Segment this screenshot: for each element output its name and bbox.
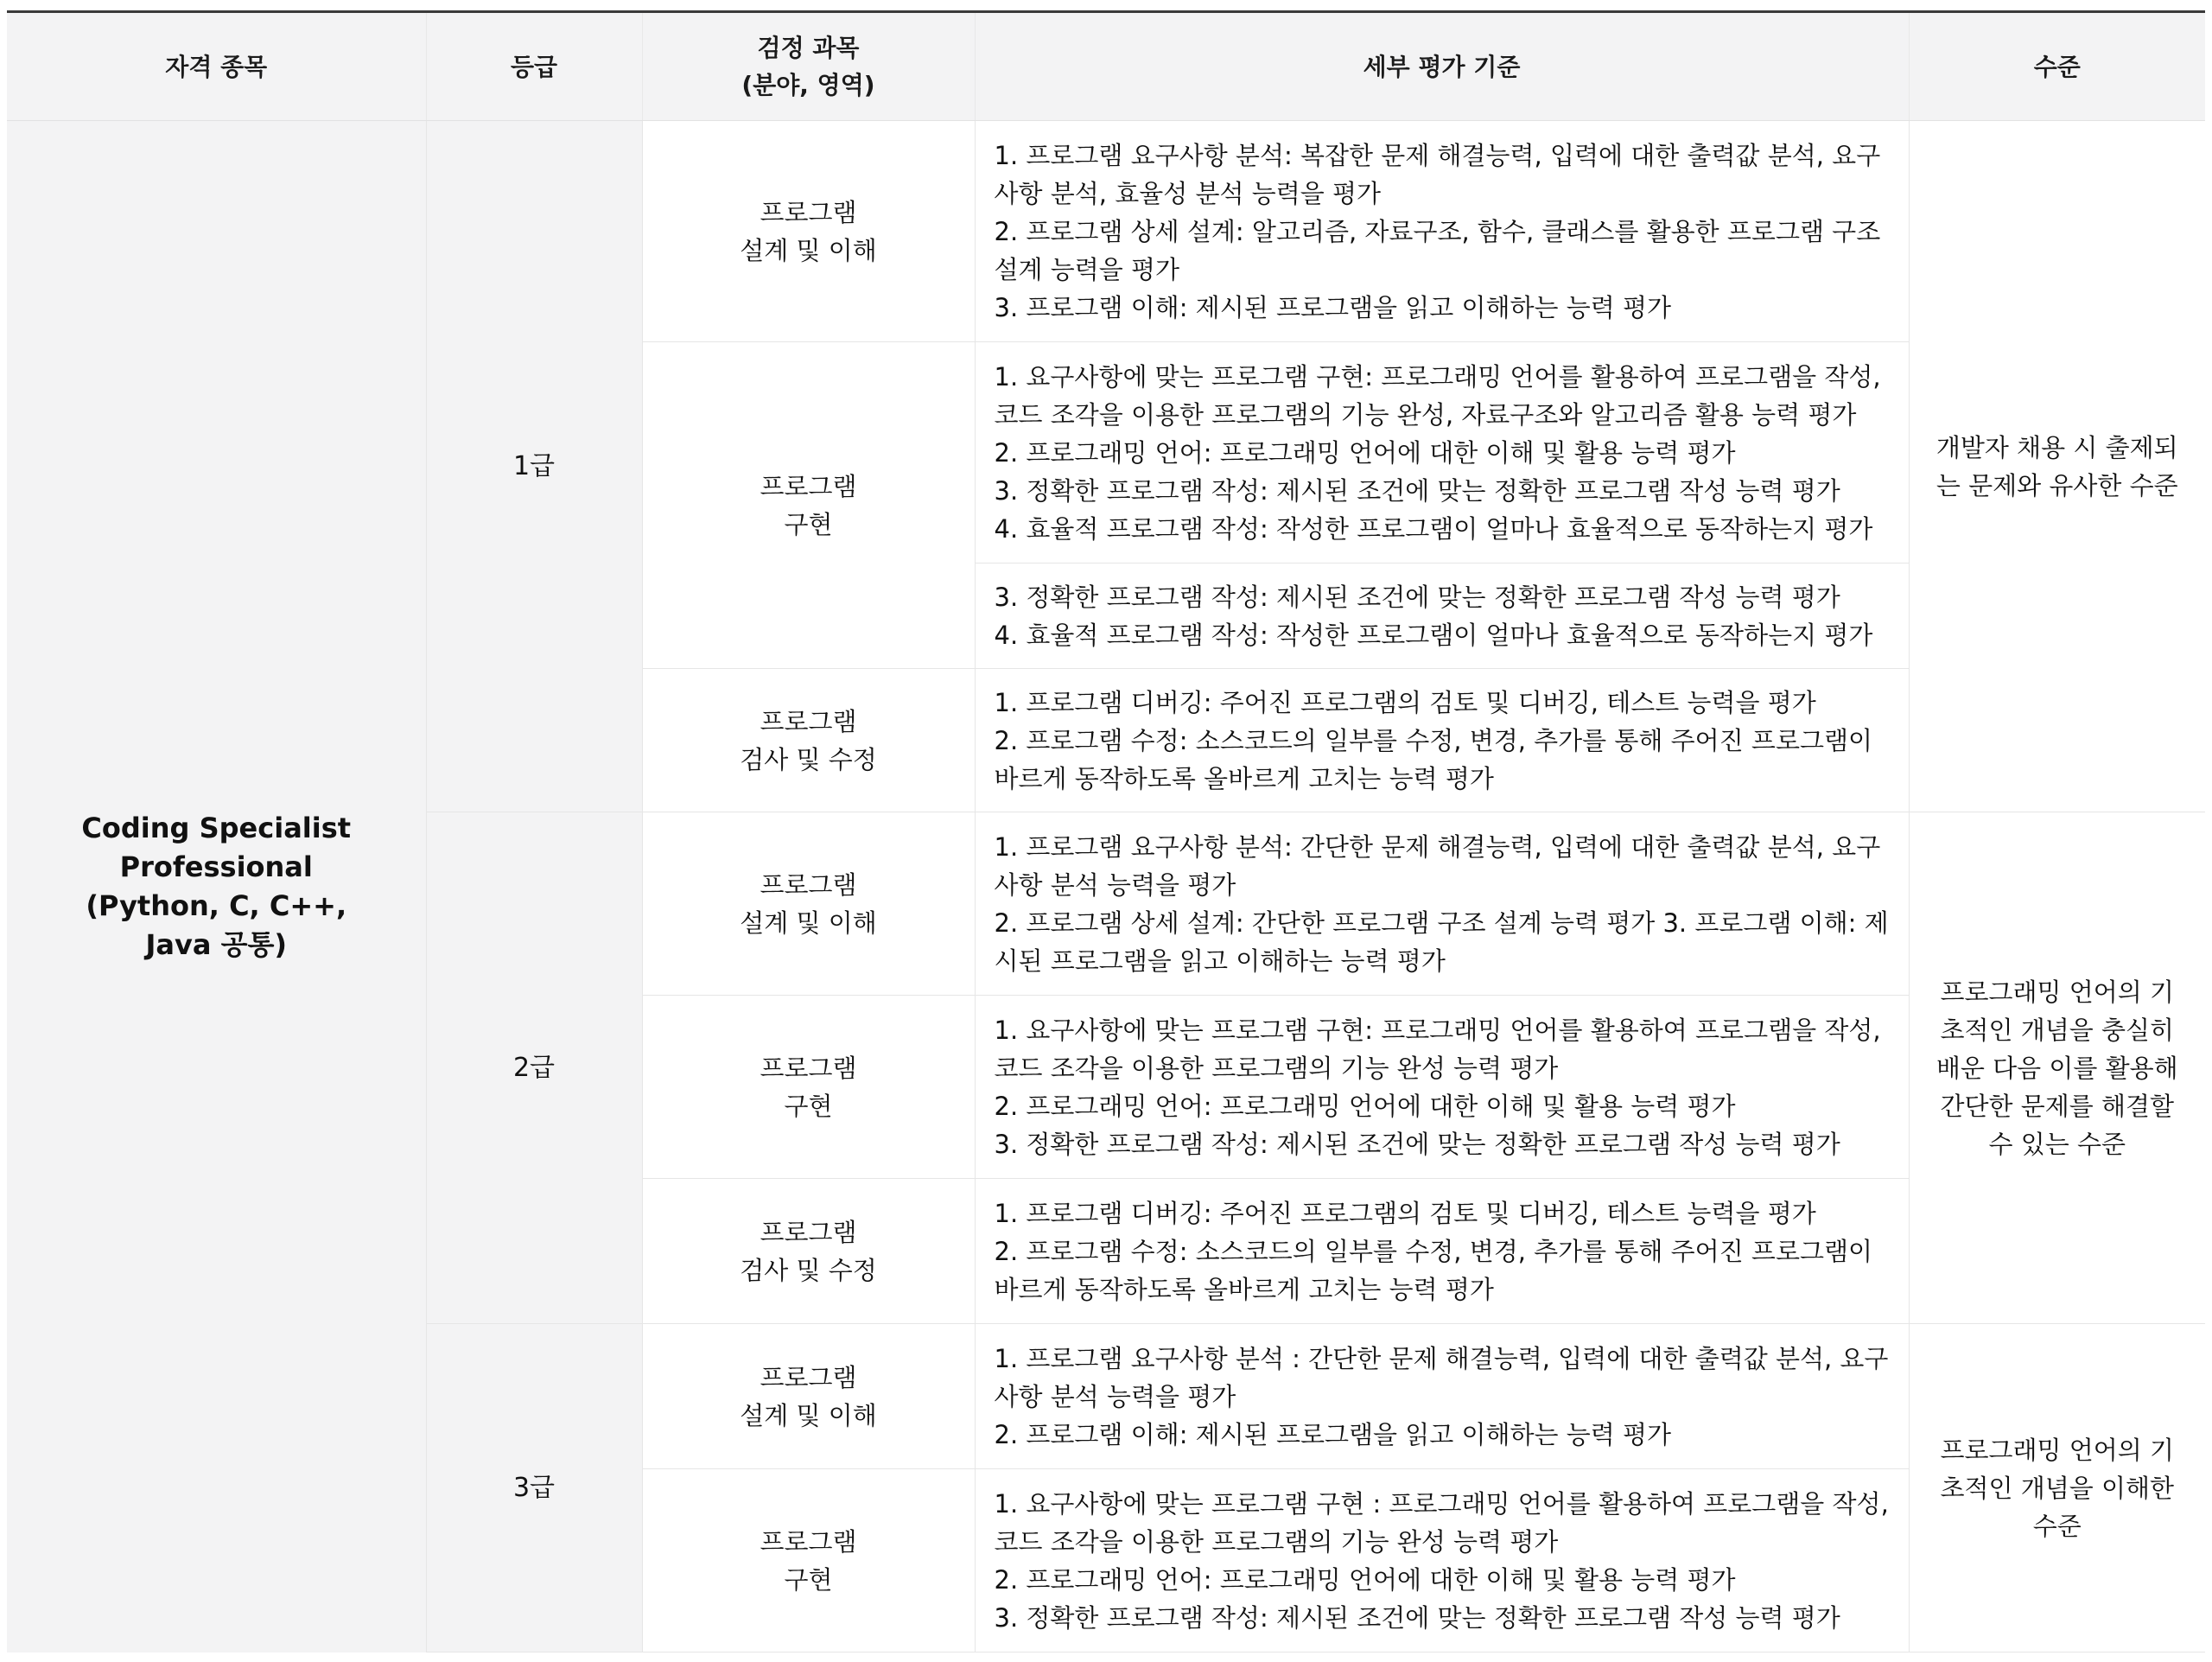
subject-line: 설계 및 이해 — [740, 1400, 877, 1430]
qualification-name-line: Coding Specialist — [81, 811, 352, 844]
criteria-cell — [975, 1324, 1909, 1469]
criteria-line: 코드 조각을 이용한 프로그램의 기능 완성 능력 평가 — [994, 1526, 1559, 1557]
header-subject — [642, 12, 975, 121]
grade-cell-2: 2급 — [426, 812, 642, 1324]
criteria-cell — [975, 812, 1909, 996]
criteria-line: 3. 정확한 프로그램 작성: 제시된 조건에 맞는 정확한 프로그램 작성 능력 평가 — [994, 1602, 1840, 1633]
criteria-line: 시된 프로그램을 읽고 이해하는 능력 평가 — [994, 946, 1446, 976]
subject-line: 설계 및 이해 — [740, 907, 877, 938]
grade-cell-3: 3급 — [426, 1324, 642, 1652]
criteria-line: 4. 효율적 프로그램 작성: 작성한 프로그램이 얼마나 효율적으로 동작하는지 평가 — [994, 620, 1873, 650]
criteria-line: 2. 프로그래밍 언어: 프로그래밍 언어에 대한 이해 및 활용 능력 평가 — [994, 437, 1736, 468]
subject-cell — [642, 996, 975, 1179]
level-line: 수준 — [2032, 1511, 2082, 1541]
level-line: 는 문제와 유사한 수준 — [1936, 470, 2178, 500]
qualification-name-line: (Python, C, C++, — [86, 888, 347, 922]
subject-line: 설계 및 이해 — [740, 235, 877, 265]
qualification-name-line: Java 공통) — [145, 927, 288, 961]
subject-line: 프로그램 — [760, 869, 857, 900]
grade-cell-1: 1급 — [426, 121, 642, 812]
criteria-line: 2. 프로그램 수정: 소스코드의 일부를 수정, 변경, 추가를 통해 주어진 프로그램이 — [994, 725, 1872, 755]
criteria-cell — [975, 1469, 1909, 1652]
subject-line: 구현 — [784, 1564, 833, 1595]
header-level: 수준 — [1909, 12, 2205, 121]
table-header-row — [7, 12, 2205, 121]
header-subject-line1: 검정 과목 — [757, 34, 860, 62]
qualification-name-line: Professional — [119, 850, 313, 883]
criteria-line: 1. 프로그램 요구사항 분석: 간단한 문제 해결능력, 입력에 대한 출력값 분석, 요구 — [994, 831, 1881, 862]
subject-line: 프로그램 — [760, 471, 857, 501]
criteria-line: 1. 요구사항에 맞는 프로그램 구현 : 프로그래밍 언어를 활용하여 프로그램을 작성, — [994, 1488, 1889, 1519]
subject-line: 구현 — [784, 1091, 833, 1121]
level-cell-3 — [1909, 1324, 2205, 1652]
criteria-line: 2. 프로그램 상세 설계: 알고리즘, 자료구조, 함수, 클래스를 활용한 프로그램 구조 — [994, 216, 1881, 246]
criteria-cell — [975, 564, 1909, 669]
subject-line: 구현 — [784, 509, 833, 539]
criteria-line: 3. 정확한 프로그램 작성: 제시된 조건에 맞는 정확한 프로그램 작성 능력 평가 — [994, 475, 1840, 506]
subject-line: 프로그램 — [760, 1053, 857, 1083]
criteria-line: 설계 능력을 평가 — [994, 254, 1180, 284]
criteria-line: 3. 정확한 프로그램 작성: 제시된 조건에 맞는 정확한 프로그램 작성 능력 평가 — [994, 582, 1840, 612]
subject-cell — [642, 1179, 975, 1324]
subject-cell — [642, 812, 975, 996]
subject-line: 검사 및 수정 — [740, 744, 877, 774]
subject-cell — [642, 669, 975, 812]
level-line: 간단한 문제를 해결할 — [1940, 1091, 2175, 1121]
level-line: 프로그래밍 언어의 기 — [1940, 1435, 2175, 1465]
subject-line: 프로그램 — [760, 1217, 857, 1247]
criteria-cell — [975, 1179, 1909, 1324]
level-line: 초적인 개념을 충실히 — [1940, 1015, 2175, 1045]
subject-cell — [642, 342, 975, 669]
subject-cell — [642, 121, 975, 342]
criteria-line: 4. 효율적 프로그램 작성: 작성한 프로그램이 얼마나 효율적으로 동작하는지 평가 — [994, 513, 1873, 544]
level-cell-1 — [1909, 121, 2205, 812]
level-line: 수 있는 수준 — [1988, 1129, 2126, 1159]
criteria-cell — [975, 996, 1909, 1179]
level-line: 배운 다음 이를 활용해 — [1936, 1053, 2178, 1083]
header-qualification: 자격 종목 — [7, 12, 426, 121]
level-cell-2 — [1909, 812, 2205, 1324]
qualification-name-cell — [7, 121, 426, 1652]
subject-line: 프로그램 — [760, 1362, 857, 1392]
subject-cell — [642, 1324, 975, 1469]
subject-line: 프로그램 — [760, 1526, 857, 1557]
criteria-line: 사항 분석, 효율성 분석 능력을 평가 — [994, 178, 1382, 208]
criteria-cell — [975, 669, 1909, 812]
criteria-line: 코드 조각을 이용한 프로그램의 기능 완성, 자료구조와 알고리즘 활용 능력 평가 — [994, 399, 1857, 430]
header-criteria: 세부 평가 기준 — [975, 12, 1909, 121]
criteria-line: 2. 프로그래밍 언어: 프로그래밍 언어에 대한 이해 및 활용 능력 평가 — [994, 1564, 1736, 1595]
certification-criteria-table — [7, 10, 2205, 1652]
header-grade: 등급 — [426, 12, 642, 121]
criteria-line: 사항 분석 능력을 평가 — [994, 1381, 1236, 1411]
subject-line: 검사 및 수정 — [740, 1255, 877, 1285]
criteria-line: 2. 프로그램 이해: 제시된 프로그램을 읽고 이해하는 능력 평가 — [994, 1419, 1672, 1449]
level-line: 초적인 개념을 이해한 — [1940, 1473, 2175, 1503]
criteria-line: 1. 요구사항에 맞는 프로그램 구현: 프로그래밍 언어를 활용하여 프로그램을 작성, — [994, 1015, 1881, 1045]
criteria-line: 2. 프로그램 상세 설계: 간단한 프로그램 구조 설계 능력 평가 3. 프로그램 이해: 제 — [994, 907, 1889, 938]
criteria-line: 1. 프로그램 디버깅: 주어진 프로그램의 검토 및 디버깅, 테스트 능력을 평가 — [994, 1198, 1816, 1228]
criteria-line: 2. 프로그래밍 언어: 프로그래밍 언어에 대한 이해 및 활용 능력 평가 — [994, 1091, 1736, 1121]
criteria-line: 3. 프로그램 이해: 제시된 프로그램을 읽고 이해하는 능력 평가 — [994, 292, 1672, 322]
criteria-line: 바르게 동작하도록 올바르게 고치는 능력 평가 — [994, 763, 1494, 793]
level-line: 프로그래밍 언어의 기 — [1940, 977, 2175, 1007]
criteria-line: 사항 분석 능력을 평가 — [994, 869, 1236, 900]
subject-line: 프로그램 — [760, 706, 857, 736]
subject-cell — [642, 1469, 975, 1652]
criteria-line: 코드 조각을 이용한 프로그램의 기능 완성 능력 평가 — [994, 1053, 1559, 1083]
criteria-line: 2. 프로그램 수정: 소스코드의 일부를 수정, 변경, 추가를 통해 주어진 프로그램이 — [994, 1236, 1872, 1266]
level-line: 개발자 채용 시 출제되 — [1936, 432, 2178, 462]
criteria-line: 1. 프로그램 디버깅: 주어진 프로그램의 검토 및 디버깅, 테스트 능력을 평가 — [994, 687, 1816, 717]
criteria-line: 1. 요구사항에 맞는 프로그램 구현: 프로그래밍 언어를 활용하여 프로그램을 작성, — [994, 361, 1881, 392]
table-row — [7, 121, 2205, 342]
criteria-line: 1. 프로그램 요구사항 분석 : 간단한 문제 해결능력, 입력에 대한 출력값 분석, 요구 — [994, 1343, 1889, 1373]
criteria-line: 3. 정확한 프로그램 작성: 제시된 조건에 맞는 정확한 프로그램 작성 능력 평가 — [994, 1129, 1840, 1159]
criteria-cell — [975, 121, 1909, 342]
header-subject-line2: (분야, 영역) — [741, 71, 875, 99]
criteria-line: 바르게 동작하도록 올바르게 고치는 능력 평가 — [994, 1274, 1494, 1304]
subject-line: 프로그램 — [760, 197, 857, 227]
criteria-cell — [975, 342, 1909, 564]
criteria-line: 1. 프로그램 요구사항 분석: 복잡한 문제 해결능력, 입력에 대한 출력값 분석, 요구 — [994, 140, 1881, 170]
